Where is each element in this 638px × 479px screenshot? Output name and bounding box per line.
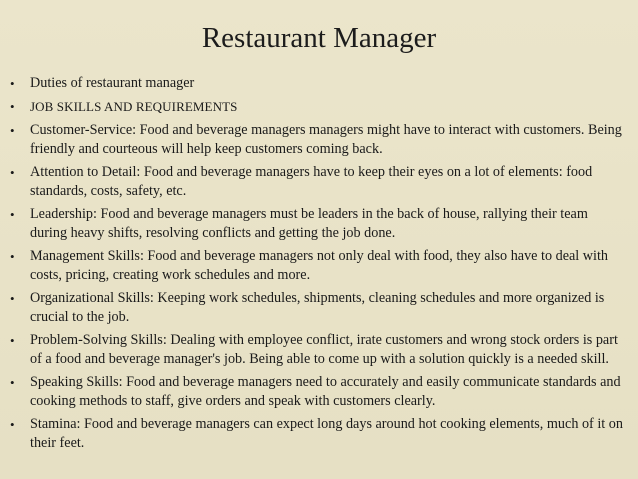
bullet-marker: •	[10, 333, 15, 348]
bullet-marker: •	[10, 249, 15, 264]
list-item-text: Problem-Solving Skills: Dealing with employee conflict, irate customers and wrong stock orders is part of a food and beverage manager's job. Being able to come up with a solution quickly is a needed skill.	[30, 332, 618, 367]
list-item-text: Attention to Detail: Food and beverage managers have to keep their eyes on a lot of elements: food standards, costs, safety, etc.	[30, 164, 593, 199]
bullet-marker: •	[10, 76, 15, 91]
list-item	[8, 289, 626, 327]
list-item-text: Organizational Skills: Keeping work schedules, shipments, cleaning schedules and more organized is crucial to the job.	[30, 290, 605, 325]
bullet-list	[8, 74, 626, 457]
list-item	[8, 247, 626, 285]
list-item-text: JOB SKILLS AND REQUIREMENTS	[30, 99, 238, 114]
bullet-marker: •	[10, 291, 15, 306]
bullet-marker: •	[10, 123, 15, 138]
list-item-text: Leadership: Food and beverage managers must be leaders in the back of house, rallying their team during heavy shifts, resolving conflicts and getting the job done.	[30, 206, 588, 241]
list-item	[8, 163, 626, 201]
list-item-text: Customer-Service: Food and beverage managers managers might have to interact with customers. Being friendly and courteous will help keep customers coming back.	[30, 122, 622, 157]
list-item	[8, 74, 626, 93]
bullet-marker: •	[10, 207, 15, 222]
list-item	[8, 331, 626, 369]
list-item-text: Duties of restaurant manager	[30, 75, 195, 91]
list-item-text: Management Skills: Food and beverage managers not only deal with food, they also have to deal with costs, pricing, creating work schedules and more.	[30, 248, 609, 283]
list-item-text: Stamina: Food and beverage managers can expect long days around hot cooking elements, much of it on their feet.	[30, 416, 623, 451]
list-item	[8, 97, 626, 117]
bullet-marker: •	[10, 165, 15, 180]
list-item	[8, 373, 626, 411]
bullet-marker: •	[10, 99, 15, 114]
list-item-text: Speaking Skills: Food and beverage managers need to accurately and easily communicate standards and cooking methods to staff, give orders and speak with customers clearly.	[30, 374, 621, 409]
list-item	[8, 121, 626, 159]
list-item	[8, 415, 626, 453]
list-item	[8, 205, 626, 243]
bullet-marker: •	[10, 417, 15, 432]
slide-title: Restaurant Manager	[201, 22, 437, 54]
bullet-marker: •	[10, 375, 15, 390]
